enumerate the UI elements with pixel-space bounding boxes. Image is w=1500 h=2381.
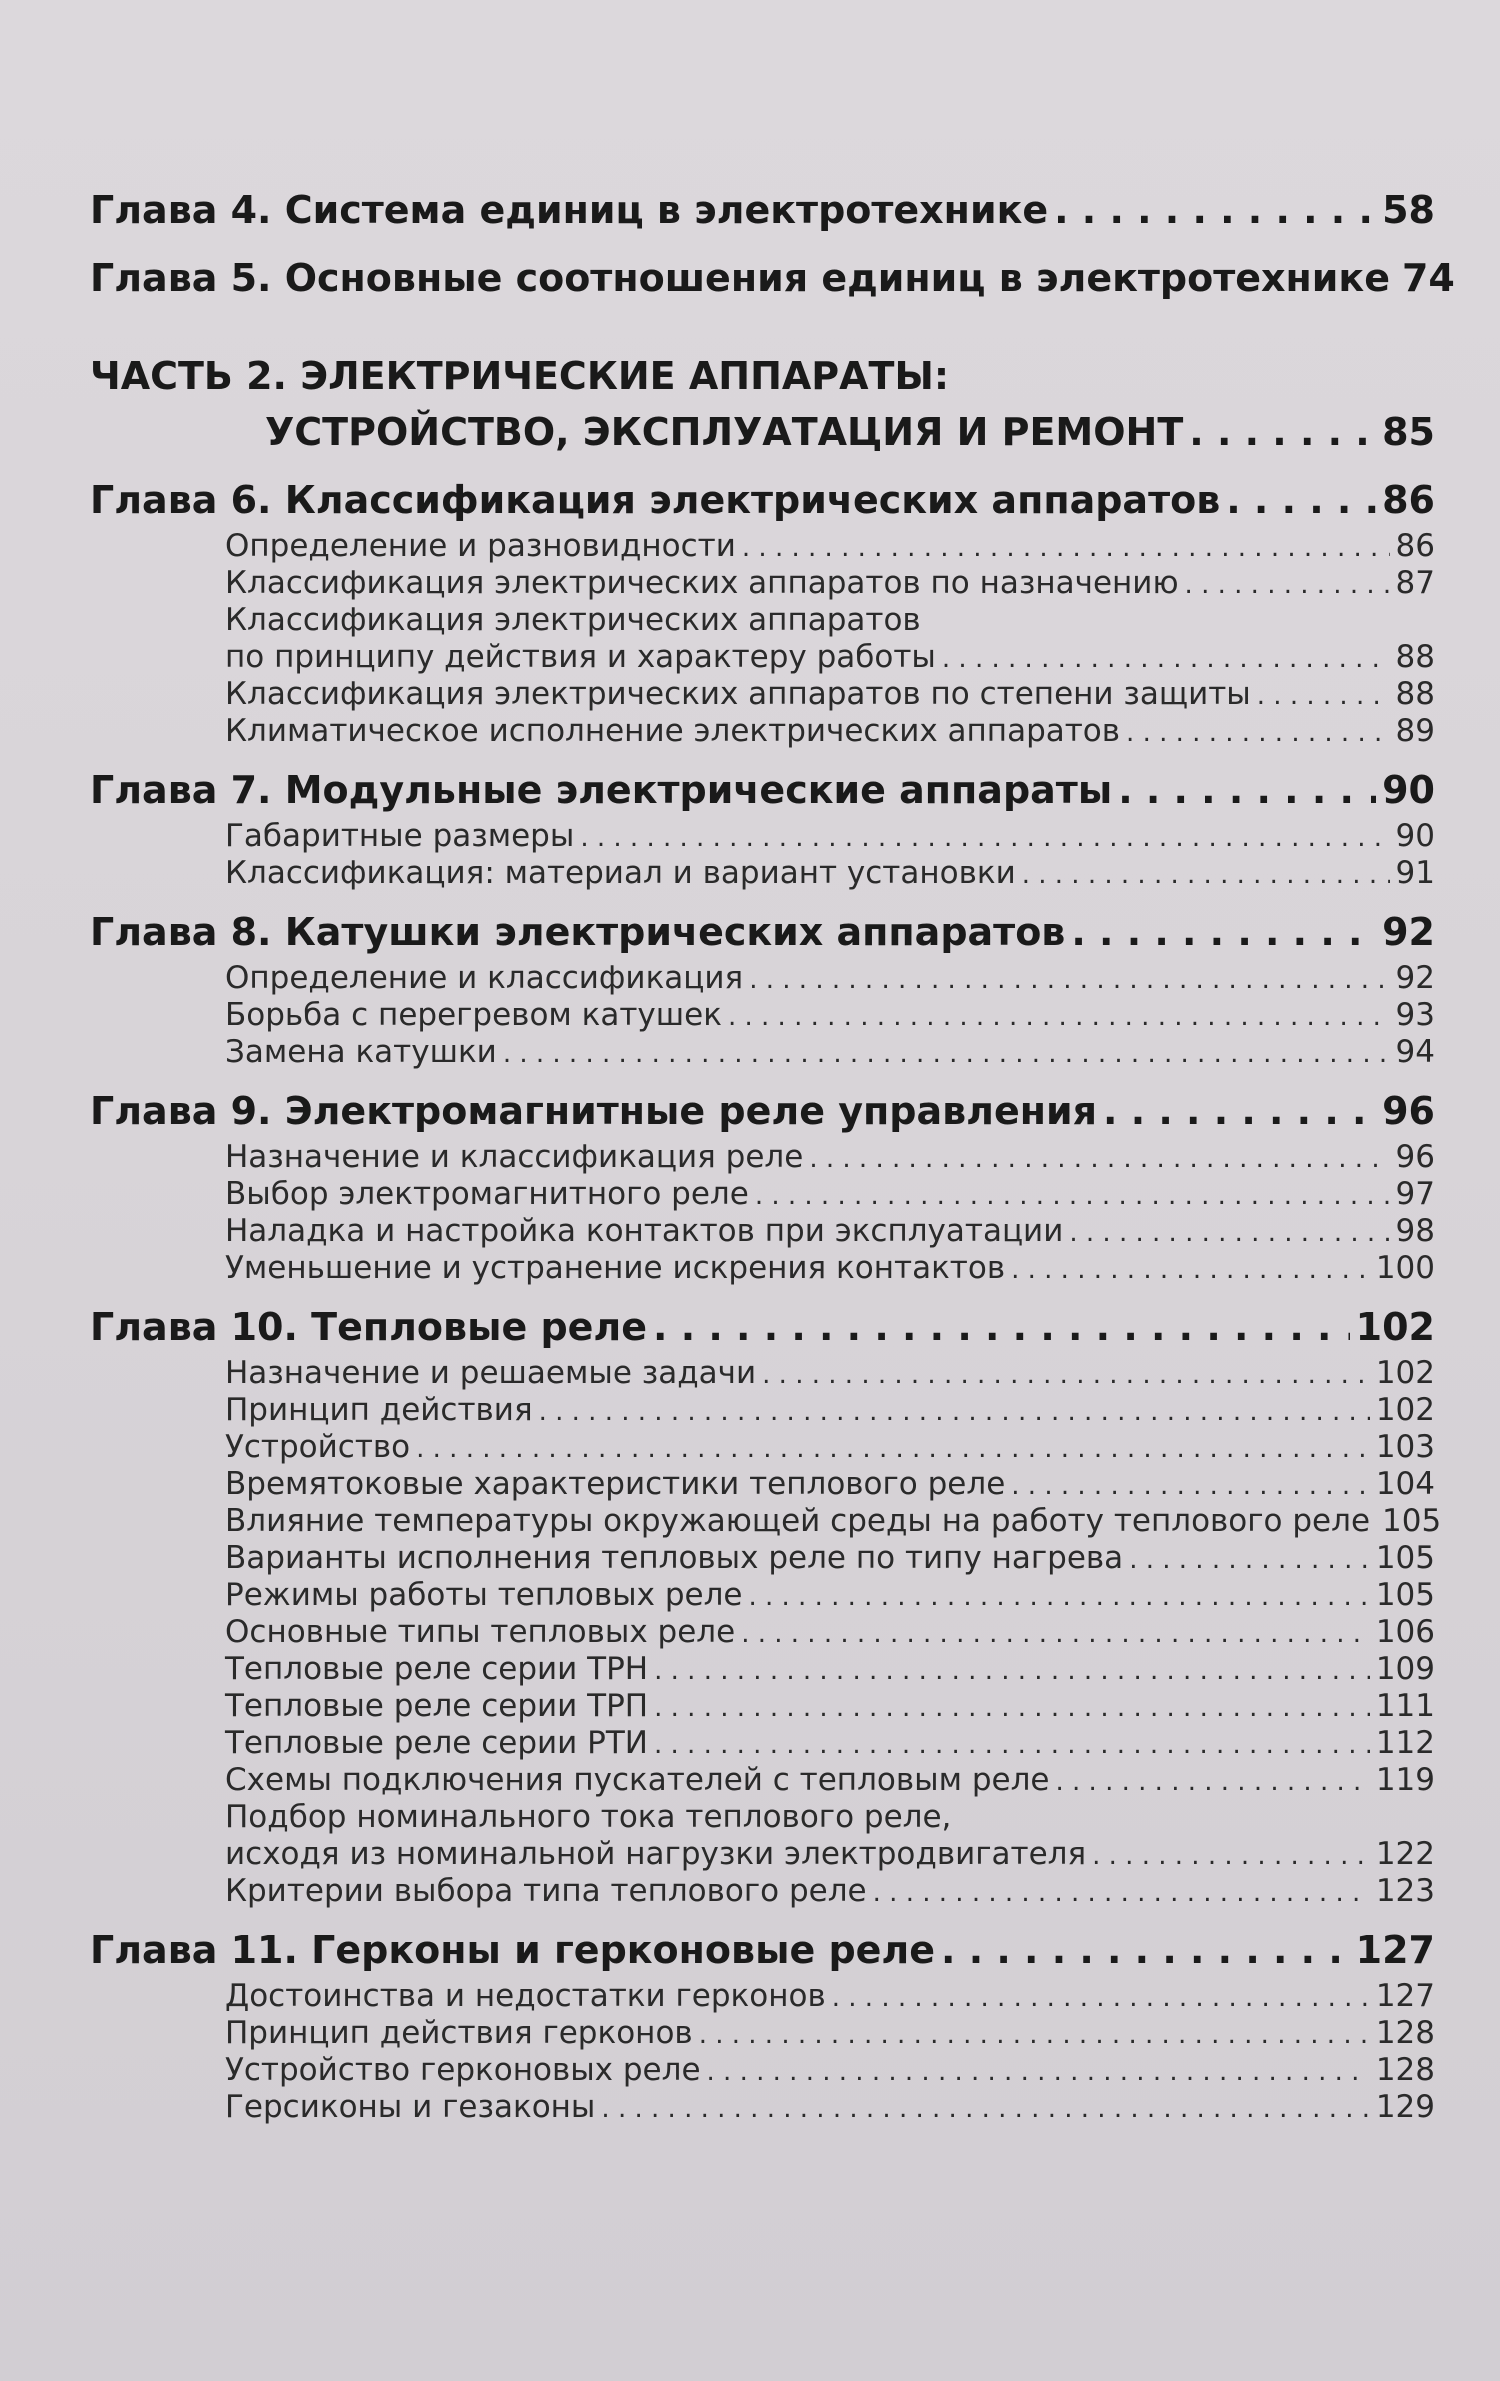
leader-dots xyxy=(1055,1762,1369,1801)
leader-dots xyxy=(809,1139,1389,1178)
toc-section[interactable] xyxy=(90,676,1435,713)
page-number: 58 xyxy=(1382,188,1435,232)
section-title: Определение и классификация xyxy=(225,960,744,996)
page-number: 127 xyxy=(1355,1928,1435,1972)
page-number: 91 xyxy=(1395,855,1435,891)
leader-dots xyxy=(1118,762,1376,818)
toc-section[interactable] xyxy=(90,639,1435,676)
section-title: Основные типы тепловых реле xyxy=(225,1614,736,1650)
page-number: 129 xyxy=(1375,2089,1435,2125)
toc-section[interactable] xyxy=(90,960,1435,997)
leader-dots xyxy=(1022,855,1390,894)
leader-dots xyxy=(942,639,1390,678)
page-number: 102 xyxy=(1375,1392,1435,1428)
toc-section[interactable] xyxy=(90,855,1435,892)
toc-chapter-10[interactable] xyxy=(90,1299,1435,1355)
section-title: Влияние температуры окружающей среды на работу теплового реле xyxy=(225,1503,1371,1539)
chapter-6-sections xyxy=(90,528,1435,750)
page-number: 105 xyxy=(1382,1503,1442,1539)
page-number: 86 xyxy=(1395,528,1435,564)
page-number: 104 xyxy=(1375,1466,1435,1502)
section-title: Климатическое исполнение электрических аппаратов xyxy=(225,713,1121,749)
toc-section[interactable] xyxy=(90,1873,1435,1910)
toc-section[interactable] xyxy=(90,1651,1435,1688)
leader-dots xyxy=(580,818,1389,857)
page-number: 119 xyxy=(1375,1762,1435,1798)
page-number: 88 xyxy=(1395,639,1435,675)
section-title: Замена катушки xyxy=(225,1034,497,1070)
part-title-line-1: ЧАСТЬ 2. ЭЛЕКТРИЧЕСКИЕ АППАРАТЫ: xyxy=(90,354,950,398)
toc-section[interactable] xyxy=(90,1725,1435,1762)
page-number: 112 xyxy=(1375,1725,1435,1761)
section-title: исходя из номинальной нагрузки электродвигателя xyxy=(225,1836,1087,1872)
section-title: Герсиконы и гезаконы xyxy=(225,2089,596,2125)
section-title-line-1[interactable]: Подбор номинального тока теплового реле, xyxy=(225,1799,952,1835)
leader-dots xyxy=(1226,472,1376,528)
part-title-line-2 xyxy=(90,404,1435,460)
page-number: 87 xyxy=(1395,565,1435,601)
leader-dots xyxy=(654,1725,1370,1764)
toc-chapter-4[interactable] xyxy=(90,182,1435,238)
toc-section[interactable] xyxy=(90,1176,1435,1213)
part-title: УСТРОЙСТВО, ЭКСПЛУАТАЦИЯ И РЕМОНТ xyxy=(265,410,1184,454)
toc-section[interactable] xyxy=(90,1836,1435,1873)
section-title: Классификация: материал и вариант установки xyxy=(225,855,1016,891)
page-number: 93 xyxy=(1395,997,1435,1033)
toc-section[interactable] xyxy=(90,713,1435,750)
leader-dots xyxy=(1069,1213,1389,1252)
section-title: Устройство xyxy=(225,1429,411,1465)
page-number: 103 xyxy=(1375,1429,1435,1465)
chapter-7-sections xyxy=(90,818,1435,892)
page-number: 102 xyxy=(1355,1305,1435,1349)
section-title: Принцип действия герконов xyxy=(225,2015,693,2051)
page-number: 97 xyxy=(1395,1176,1435,1212)
section-title: Времятоковые характеристики теплового реле xyxy=(225,1466,1006,1502)
chapter-title: Глава 7. Модульные электрические аппараты xyxy=(90,768,1113,812)
leader-dots xyxy=(755,1176,1390,1215)
section-title: Классификация электрических аппаратов по степени защиты xyxy=(225,676,1251,712)
page-number: 106 xyxy=(1375,1614,1435,1650)
section-title: Классификация электрических аппаратов по назначению xyxy=(225,565,1179,601)
toc-section[interactable] xyxy=(90,1355,1435,1392)
chapter-8-sections xyxy=(90,960,1435,1071)
toc-section[interactable] xyxy=(90,1392,1435,1429)
page-number: 94 xyxy=(1395,1034,1435,1070)
section-title: Габаритные размеры xyxy=(225,818,575,854)
section-title-line-1[interactable]: Классификация электрических аппаратов xyxy=(225,602,921,638)
toc-section[interactable] xyxy=(90,1503,1442,1540)
page-number: 105 xyxy=(1375,1577,1435,1613)
toc-chapter-11[interactable] xyxy=(90,1922,1435,1978)
chapter-title: Глава 11. Герконы и герконовые реле xyxy=(90,1928,936,1972)
leader-dots xyxy=(1011,1250,1370,1289)
leader-dots xyxy=(1129,1540,1370,1579)
toc-section[interactable] xyxy=(90,1540,1435,1577)
leader-dots xyxy=(742,528,1390,567)
leader-dots xyxy=(1103,1083,1376,1139)
section-title: Принцип действия xyxy=(225,1392,533,1428)
toc-part-2[interactable] xyxy=(90,348,1435,460)
leader-dots xyxy=(707,2052,1370,2091)
leader-dots xyxy=(832,1978,1370,2017)
table-of-contents xyxy=(90,170,1455,2136)
chapter-title: Глава 8. Катушки электрических аппаратов xyxy=(90,910,1066,954)
leader-dots xyxy=(873,1873,1370,1912)
page-number: 98 xyxy=(1395,1213,1435,1249)
toc-chapter-9[interactable] xyxy=(90,1083,1435,1139)
section-title: Борьба с перегревом катушек xyxy=(225,997,722,1033)
leader-dots xyxy=(728,997,1390,1036)
section-title: по принципу действия и характеру работы xyxy=(225,639,936,675)
page-number: 123 xyxy=(1375,1873,1435,1909)
toc-section[interactable] xyxy=(90,1577,1435,1614)
section-title: Наладка и настройка контактов при эксплуатации xyxy=(225,1213,1064,1249)
chapter-10-sections xyxy=(90,1355,1442,1910)
page-number: 128 xyxy=(1375,2015,1435,2051)
leader-dots xyxy=(1054,182,1376,238)
toc-section[interactable] xyxy=(90,1466,1435,1503)
page-number: 90 xyxy=(1382,768,1435,812)
leader-dots xyxy=(654,1651,1370,1690)
section-title: Назначение и классификация реле xyxy=(225,1139,804,1175)
leader-dots xyxy=(416,1429,1370,1468)
toc-section[interactable] xyxy=(90,2089,1435,2126)
page-number: 122 xyxy=(1375,1836,1435,1872)
section-title: Критерии выбора типа теплового реле xyxy=(225,1873,867,1909)
toc-section[interactable] xyxy=(90,1688,1435,1725)
toc-section[interactable] xyxy=(90,1614,1435,1651)
leader-dots xyxy=(1257,676,1390,715)
section-title: Определение и разновидности xyxy=(225,528,736,564)
toc-chapter-8[interactable] xyxy=(90,904,1435,960)
toc-section[interactable] xyxy=(90,1429,1435,1466)
leader-dots xyxy=(748,1577,1369,1616)
section-title: Выбор электромагнитного реле xyxy=(225,1176,749,1212)
page-number: 105 xyxy=(1375,1540,1435,1576)
toc-section[interactable] xyxy=(90,528,1435,565)
toc-section[interactable] xyxy=(90,997,1435,1034)
page-number: 96 xyxy=(1382,1089,1435,1133)
chapter-11-sections xyxy=(90,1978,1435,2126)
leader-dots xyxy=(1071,904,1376,960)
page-number: 127 xyxy=(1375,1978,1435,2014)
leader-dots xyxy=(749,960,1389,999)
toc-section[interactable] xyxy=(90,2052,1435,2089)
page-number: 109 xyxy=(1375,1651,1435,1687)
section-title: Достоинства и недостатки герконов xyxy=(225,1978,826,2014)
chapter-title: Глава 5. Основные соотношения единиц в электротехнике xyxy=(90,256,1390,300)
page-number: 96 xyxy=(1395,1139,1435,1175)
section-title: Назначение и решаемые задачи xyxy=(225,1355,757,1391)
page-number: 86 xyxy=(1382,478,1435,522)
toc-section[interactable] xyxy=(90,1978,1435,2015)
toc-section[interactable] xyxy=(90,1139,1435,1176)
leader-dots xyxy=(503,1034,1390,1073)
toc-chapter-7[interactable] xyxy=(90,762,1435,818)
section-title: Уменьшение и устранение искрения контактов xyxy=(225,1250,1006,1286)
toc-section[interactable] xyxy=(90,1250,1435,1287)
leader-dots xyxy=(741,1614,1370,1653)
leader-dots xyxy=(1011,1466,1370,1505)
chapter-9-sections xyxy=(90,1139,1435,1287)
toc-section[interactable] xyxy=(90,818,1435,855)
section-title: Режимы работы тепловых реле xyxy=(225,1577,743,1613)
leader-dots xyxy=(1185,565,1390,604)
page-number: 74 xyxy=(1401,256,1455,300)
section-title: Варианты исполнения тепловых реле по типу нагрева xyxy=(225,1540,1124,1576)
section-title: Тепловые реле серии ТРП xyxy=(225,1688,649,1724)
page-number: 85 xyxy=(1382,410,1435,454)
leader-dots xyxy=(1092,1836,1370,1875)
chapter-title: Глава 4. Система единиц в электротехнике xyxy=(90,188,1049,232)
toc-section[interactable] xyxy=(90,1213,1435,1250)
leader-dots xyxy=(654,1688,1370,1727)
chapter-title: Глава 10. Тепловые реле xyxy=(90,1305,648,1349)
leader-dots xyxy=(699,2015,1370,2054)
leader-dots xyxy=(762,1355,1370,1394)
leader-dots xyxy=(1126,713,1390,752)
page-number: 90 xyxy=(1395,818,1435,854)
section-title: Тепловые реле серии ТРН xyxy=(225,1651,649,1687)
toc-section[interactable] xyxy=(90,1034,1435,1071)
page-number: 102 xyxy=(1375,1355,1435,1391)
page-number: 100 xyxy=(1375,1250,1435,1286)
page-number: 92 xyxy=(1395,960,1435,996)
toc-chapter-5[interactable] xyxy=(90,250,1455,306)
section-title: Тепловые реле серии РТИ xyxy=(225,1725,648,1761)
section-title: Устройство герконовых реле xyxy=(225,2052,701,2088)
page-number: 128 xyxy=(1375,2052,1435,2088)
page-number: 88 xyxy=(1395,676,1435,712)
chapter-title: Глава 6. Классификация электрических аппаратов xyxy=(90,478,1221,522)
page-number: 89 xyxy=(1395,713,1435,749)
toc-section[interactable] xyxy=(90,2015,1435,2052)
toc-section[interactable] xyxy=(90,565,1435,602)
leader-dots xyxy=(653,1299,1350,1355)
chapter-title: Глава 9. Электромагнитные реле управления xyxy=(90,1089,1098,1133)
toc-section[interactable] xyxy=(90,1762,1435,1799)
leader-dots xyxy=(539,1392,1370,1431)
leader-dots xyxy=(601,2089,1369,2128)
leader-dots xyxy=(941,1922,1350,1978)
leader-dots xyxy=(1189,404,1376,460)
page-number: 111 xyxy=(1375,1688,1435,1724)
section-title: Схемы подключения пускателей с тепловым реле xyxy=(225,1762,1050,1798)
toc-chapter-6[interactable] xyxy=(90,472,1435,528)
page-number: 92 xyxy=(1382,910,1435,954)
